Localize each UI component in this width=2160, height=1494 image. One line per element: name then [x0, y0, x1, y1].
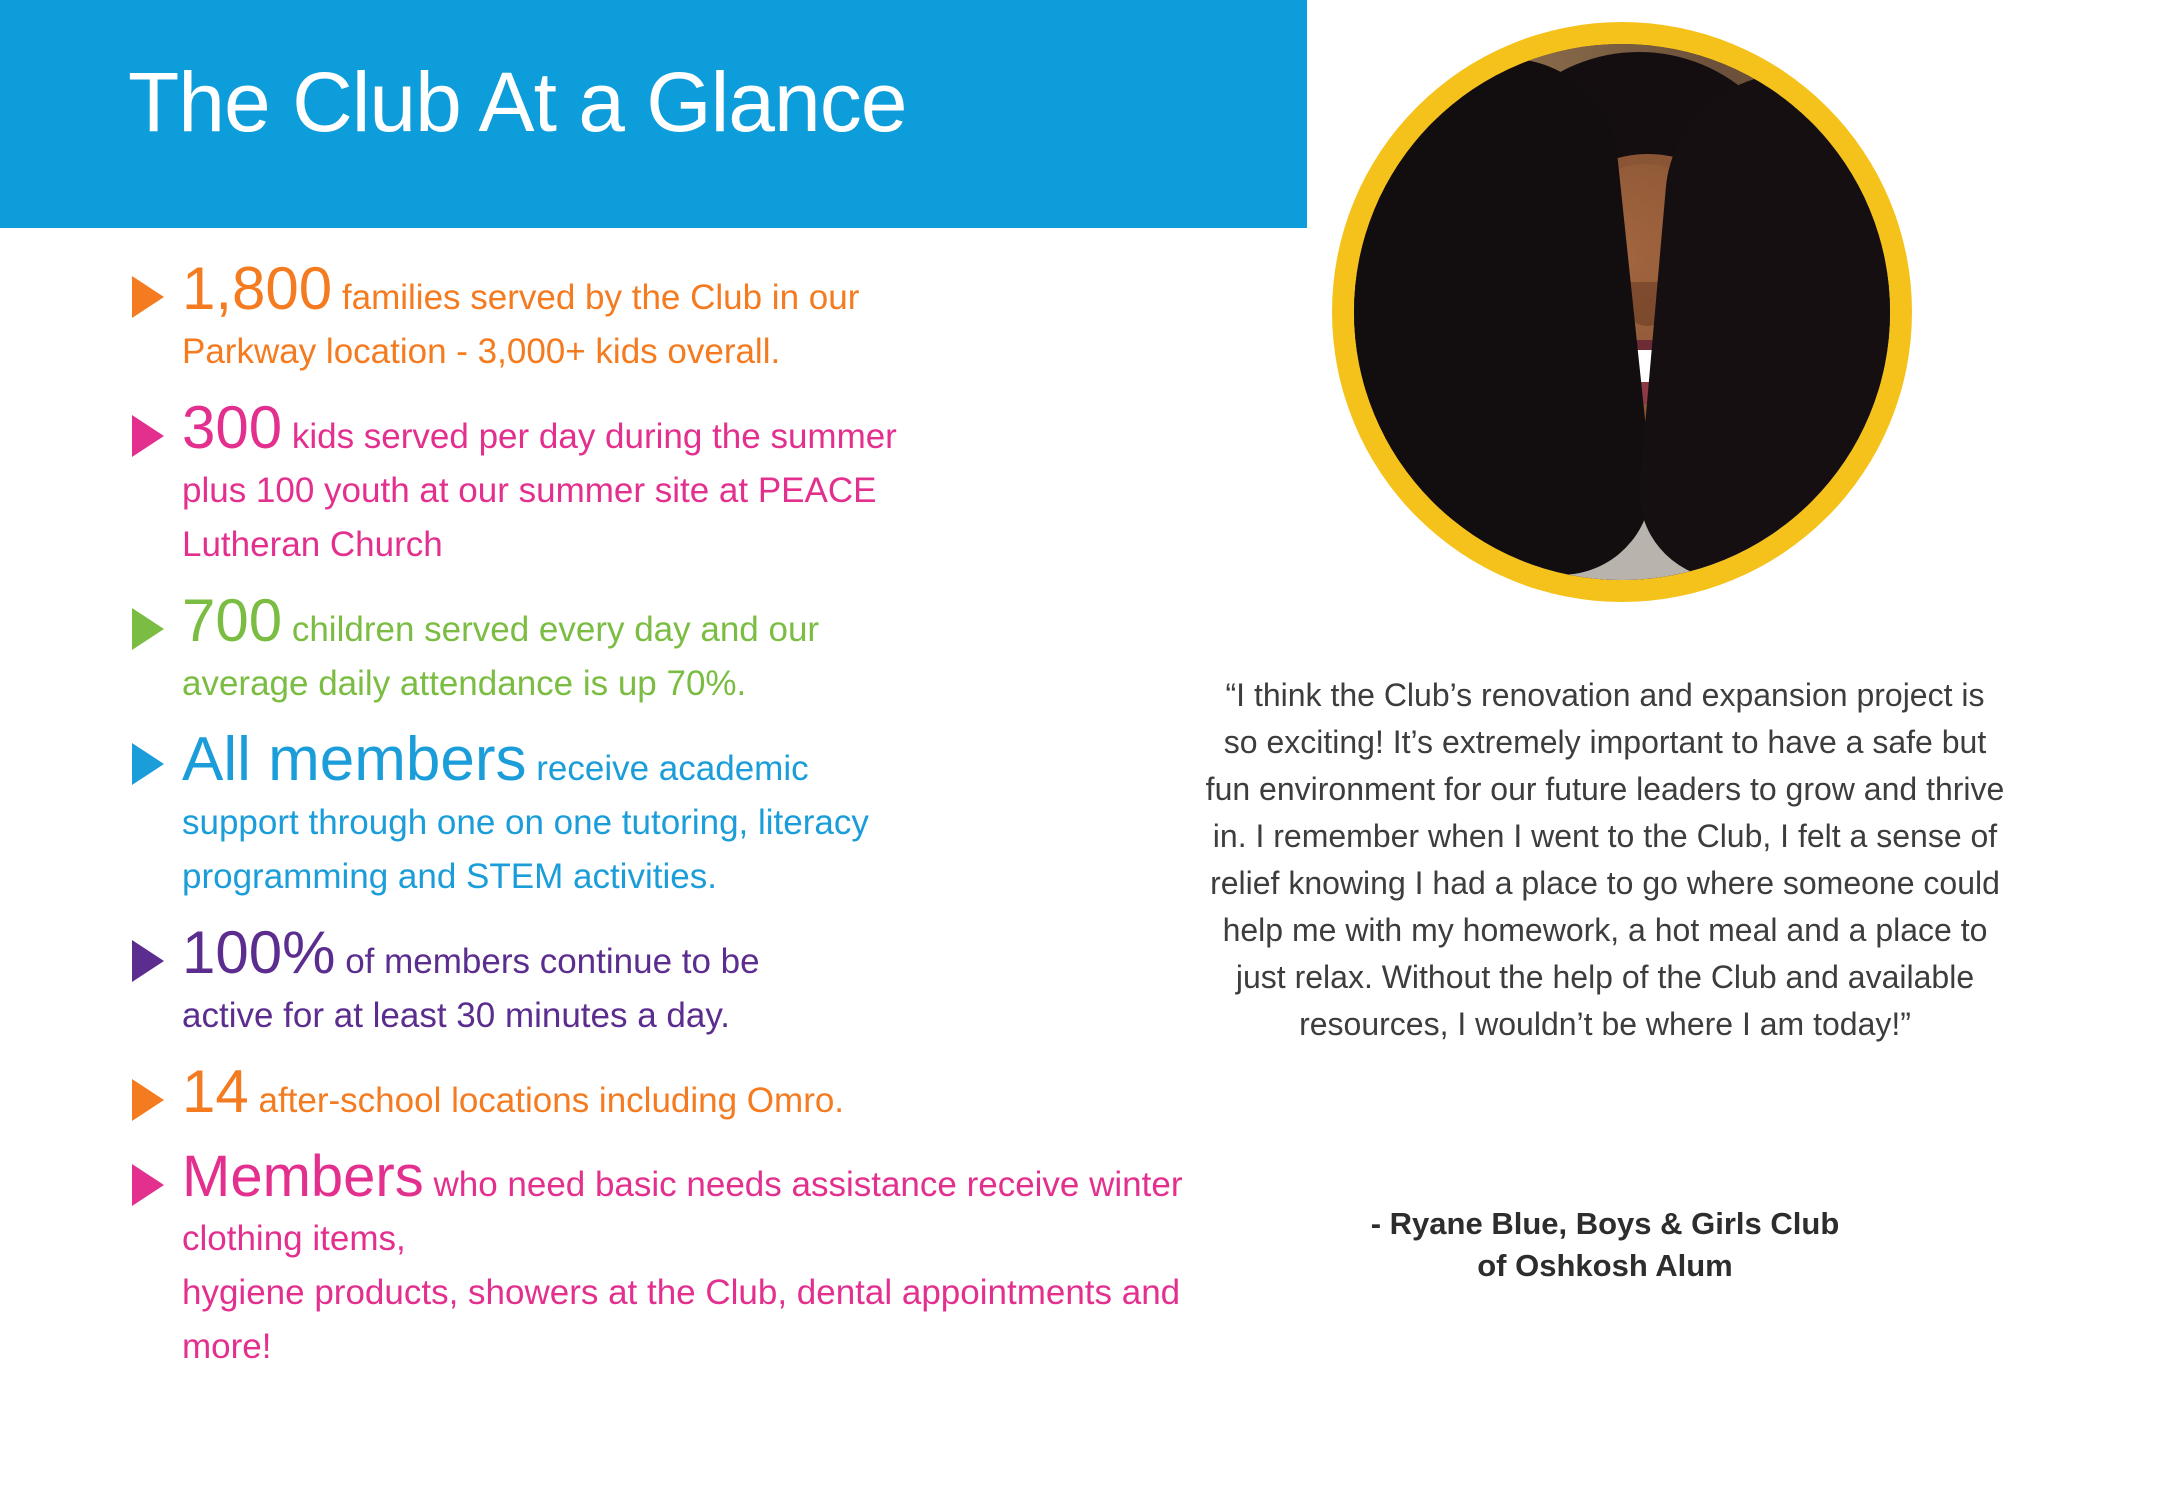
testimonial-quote: “I think the Club’s renovation and expansion project is so exciting! It’s extremely important to have a safe but fun environment for our future leaders to grow and thrive in. I remember when I went to the Club, I felt a sense of relief knowing I had a place to go where someone could help me with my homework, a hot meal and a place to just relax. Without the help of the Club and available resources, I wouldn’t be where I am today!”: [1205, 677, 2005, 1042]
attribution-line2: of Oshkosh Alum: [1477, 1248, 1733, 1283]
stat-text-line2: plus 100 youth at our summer site at PEACE: [182, 471, 877, 510]
stat-number: 100%: [182, 919, 336, 986]
stat-text-line2: active for at least 30 minutes a day.: [182, 996, 730, 1035]
triangle-bullet-icon: [132, 415, 164, 457]
stat-text: who need basic needs assistance receive winter clothing items,: [182, 1165, 1183, 1258]
stat-item-academic: [110, 725, 1230, 904]
stat-number: 300: [182, 394, 283, 461]
triangle-bullet-icon: [132, 743, 164, 785]
stat-item-active: [110, 919, 1230, 1043]
stat-text-line2: hygiene products, showers at the Club, dental appointments and more!: [182, 1273, 1181, 1366]
stat-text: children served every day and our: [291, 610, 820, 649]
stat-text: kids served per day during the summer: [291, 417, 897, 456]
stat-text: after-school locations including Omro.: [258, 1081, 845, 1120]
stat-number: All members: [182, 725, 527, 794]
triangle-bullet-icon: [132, 608, 164, 650]
stat-number: Members: [182, 1144, 424, 1209]
stat-text: of members continue to be: [345, 942, 760, 981]
stat-number: 700: [182, 587, 283, 654]
stat-text-line3: programming and STEM activities.: [182, 857, 717, 896]
stat-text-line2: average daily attendance is up 70%.: [182, 664, 747, 703]
stat-text: receive academic: [536, 749, 809, 788]
stat-text: families served by the Club in our: [341, 278, 860, 317]
stat-number: 14: [182, 1058, 249, 1125]
triangle-bullet-icon: [132, 1164, 164, 1206]
stats-list: [110, 255, 1230, 1396]
page-title: The Club At a Glance: [128, 55, 907, 149]
attribution-line1: - Ryane Blue, Boys & Girls Club: [1370, 1206, 1840, 1241]
stat-item-families: [110, 255, 1230, 379]
triangle-bullet-icon: [132, 940, 164, 982]
photo-inner: [1354, 44, 1890, 580]
stat-item-attendance: [110, 587, 1230, 711]
stat-item-summer: [110, 394, 1230, 572]
testimonial-attribution: [1205, 1203, 2005, 1287]
stat-text-line3: Lutheran Church: [182, 525, 443, 564]
stat-item-basic-needs: [110, 1144, 1230, 1374]
triangle-bullet-icon: [132, 1079, 164, 1121]
portrait-photo: [1332, 22, 1912, 602]
triangle-bullet-icon: [132, 276, 164, 318]
stat-number: 1,800: [182, 255, 333, 322]
stat-text-line2: Parkway location - 3,000+ kids overall.: [182, 332, 781, 371]
stat-item-locations: [110, 1058, 1230, 1128]
stat-text-line2: support through one on one tutoring, literacy: [182, 803, 869, 842]
